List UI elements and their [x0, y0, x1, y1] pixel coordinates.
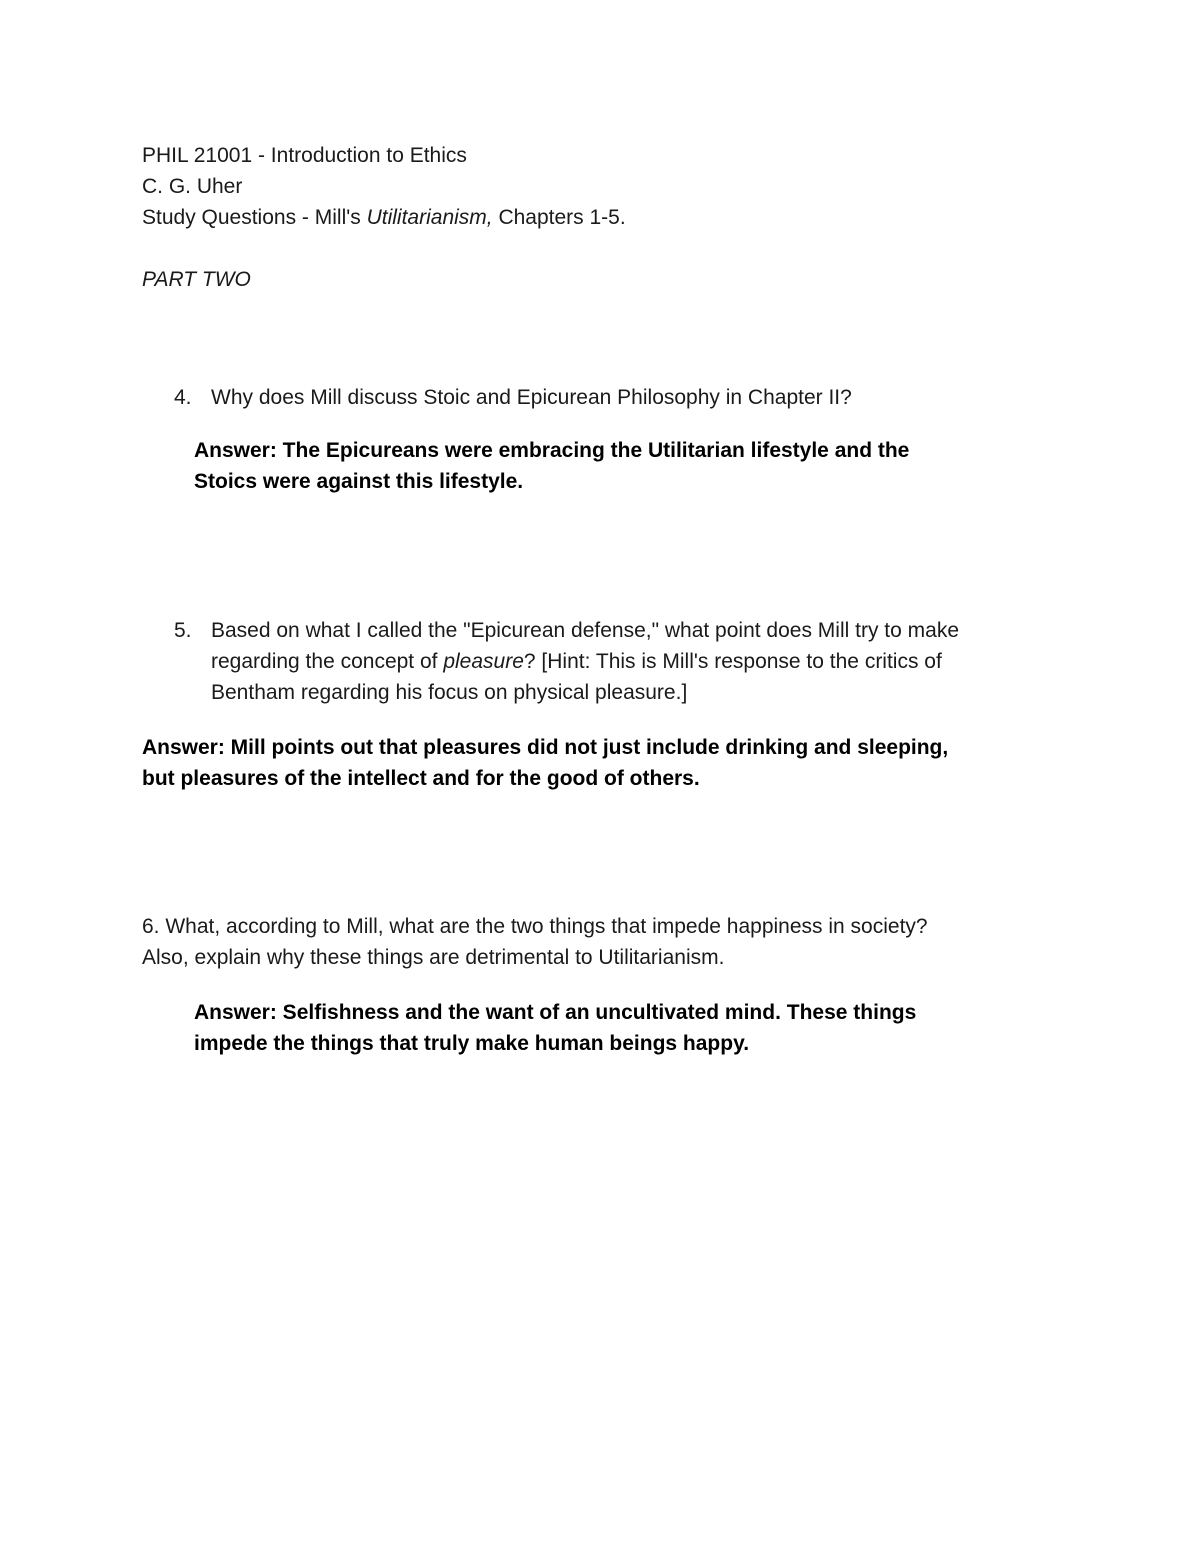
- answer-6-line-1: Answer: Selfishness and the want of an uncultivated mind. These things: [194, 1001, 917, 1024]
- part-heading: PART TWO: [142, 268, 251, 291]
- question-5-line-2-prefix: regarding the concept of: [211, 650, 444, 673]
- title-suffix: Chapters 1-5.: [492, 206, 626, 229]
- answer-5-line-1: Answer: Mill points out that pleasures did not just include drinking and sleeping,: [142, 736, 949, 759]
- question-5-number: 5.: [174, 619, 192, 642]
- document-title: [142, 202, 626, 233]
- instructor-name: C. G. Uher: [142, 175, 243, 198]
- question-4-number: 4.: [174, 386, 192, 409]
- question-6-line-1: 6. What, according to Mill, what are the two things that impede happiness in society?: [142, 915, 928, 938]
- course-title: PHIL 21001 - Introduction to Ethics: [142, 144, 467, 167]
- answer-4-line-2: Stoics were against this lifestyle.: [194, 470, 524, 493]
- question-4-text: Why does Mill discuss Stoic and Epicurean Philosophy in Chapter II?: [211, 386, 852, 409]
- title-italic: Utilitarianism,: [366, 206, 493, 229]
- question-5-line-2: [211, 646, 942, 677]
- question-5-line-2-suffix: ? [Hint: This is Mill's response to the critics of: [523, 650, 942, 673]
- question-5-line-1: Based on what I called the "Epicurean defense," what point does Mill try to make: [211, 619, 959, 642]
- question-5-line-3: Bentham regarding his focus on physical pleasure.]: [211, 681, 688, 704]
- question-5-pleasure-italic: pleasure: [443, 650, 524, 673]
- answer-5-line-2: but pleasures of the intellect and for the good of others.: [142, 767, 700, 790]
- answer-6-line-2: impede the things that truly make human beings happy.: [194, 1032, 750, 1055]
- question-6-line-2: Also, explain why these things are detrimental to Utilitarianism.: [142, 946, 725, 969]
- title-prefix: Study Questions - Mill's: [142, 206, 367, 229]
- answer-4-line-1: Answer: The Epicureans were embracing the Utilitarian lifestyle and the: [194, 439, 910, 462]
